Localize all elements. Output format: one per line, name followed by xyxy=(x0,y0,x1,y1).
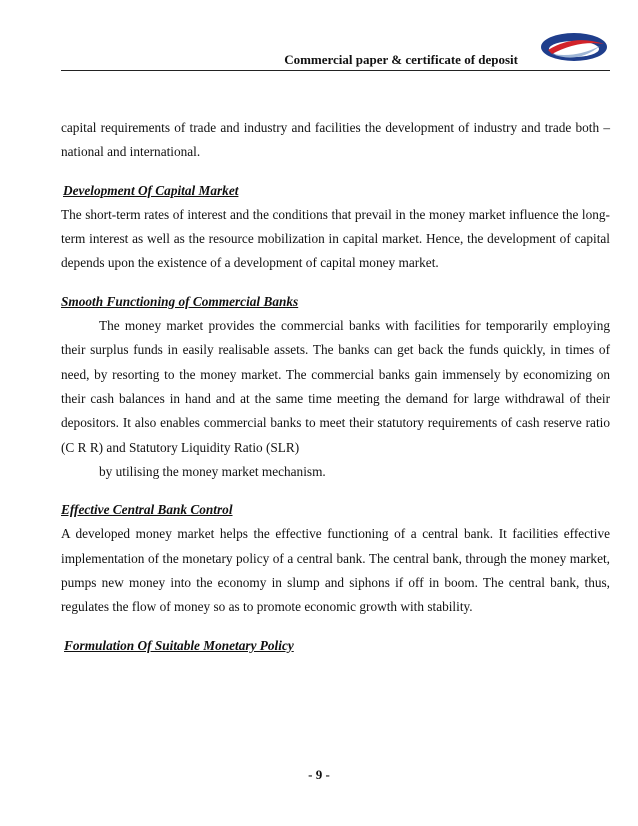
section-heading-monetary-policy: Formulation Of Suitable Monetary Policy xyxy=(64,637,294,653)
section-heading-commercial-banks: Smooth Functioning of Commercial Banks xyxy=(61,293,299,309)
central-bank-paragraph: A developed money market helps the effective functioning of a central bank. It facilities effective implementation of the monetary policy of a central bank. The central bank, through the money market, pumps new money into the economy in slump and siphons if off in boom. The central bank, thus, regulates the flow of money so as to promote economic growth with stability. xyxy=(61,526,610,615)
intro-paragraph: capital requirements of trade and industry and facilities the development of industry and trade both – national and international. xyxy=(61,120,610,160)
page-header xyxy=(61,28,610,71)
commercial-banks-paragraph: The money market provides the commercial banks with facilities for temporarily employing their surplus funds in easily realisable assets. The banks can get back the funds quickly, in times of need, by resorting to the money market. The commercial banks gain immensely by economizing on their cash balances in hand and at the same time meeting the demand for large withdrawal of their depositors. It also enables commercial banks to meet their statutory requirements of cash reserve ratio (C R R) and Statutory Liquidity Ratio (SLR) xyxy=(61,318,610,455)
section-heading-capital-market: Development Of Capital Market xyxy=(63,182,239,198)
logo-icon xyxy=(538,28,610,66)
document-body xyxy=(61,116,610,658)
capital-market-paragraph: The short-term rates of interest and the conditions that prevail in the money market influence the long-term interest as well as the resource mobilization in capital market. Hence, the development of capital depends upon the existence of a development of capital money market. xyxy=(61,206,610,271)
section-heading-central-bank: Effective Central Bank Control xyxy=(61,502,233,518)
commercial-banks-paragraph-continued: by utilising the money market mechanism. xyxy=(99,463,326,479)
page-number: - 9 - xyxy=(308,767,330,782)
header-title: Commercial paper & certificate of deposit xyxy=(284,52,518,67)
